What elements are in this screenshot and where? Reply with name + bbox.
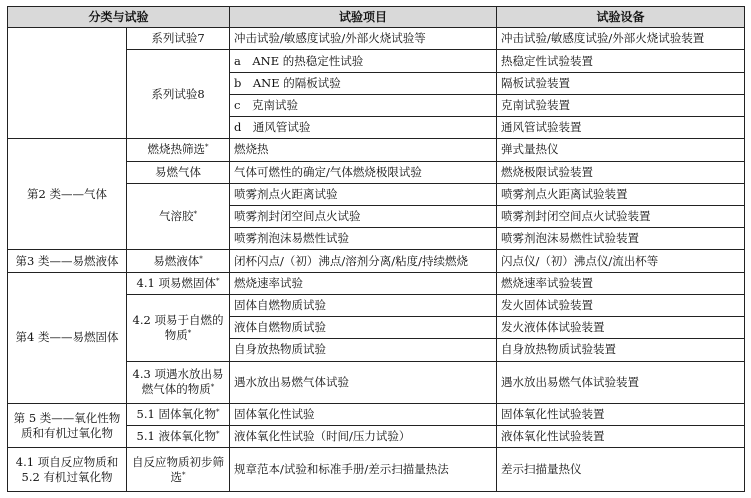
equipment-cell: 隔板试验装置 xyxy=(497,72,745,94)
table-row xyxy=(8,28,745,50)
test-item-cell: 气体可燃性的确定/气体燃烧极限试验 xyxy=(230,161,497,183)
test-item-cell: 遇水放出易燃气体试验 xyxy=(230,361,497,403)
header-test-equipment: 试验设备 xyxy=(497,7,745,28)
equipment-cell: 差示扫描量热仪 xyxy=(497,448,745,492)
subcategory-cell: 气溶胶* xyxy=(127,183,230,250)
equipment-cell: 弹式量热仪 xyxy=(497,139,745,161)
table-row xyxy=(8,250,745,272)
subcategory-cell: 系列试验8 xyxy=(127,50,230,139)
footnote-mark: * xyxy=(215,408,220,417)
equipment-cell: 喷雾剂封闭空间点火试验装置 xyxy=(497,205,745,227)
footnote-mark: * xyxy=(215,430,220,439)
category-cell: 第3 类——易燃液体 xyxy=(8,250,127,272)
table-row xyxy=(8,448,745,492)
equipment-cell: 自身放热物质试验装置 xyxy=(497,339,745,361)
equipment-cell: 冲击试验/敏感度试验/外部火烧试验装置 xyxy=(497,28,745,50)
table-row xyxy=(8,403,745,425)
footnote-mark: * xyxy=(187,328,192,337)
test-item-cell: 规章范本/试验和标准手册/差示扫描量热法 xyxy=(230,448,497,492)
equipment-cell: 通风管试验装置 xyxy=(497,117,745,139)
equipment-cell: 喷雾剂点火距离试验装置 xyxy=(497,183,745,205)
test-item-cell: 固体氧化性试验 xyxy=(230,403,497,425)
subcategory-cell: 4.3 项遇水放出易燃气体的物质* xyxy=(127,361,230,403)
table-row xyxy=(8,272,745,294)
test-item-cell: 闭杯闪点/（初）沸点/溶剂分离/粘度/持续燃烧 xyxy=(230,250,497,272)
equipment-cell: 固体氧化性试验装置 xyxy=(497,403,745,425)
header-test-item: 试验项目 xyxy=(230,7,497,28)
footnote-mark: * xyxy=(210,383,215,392)
test-item-cell: 自身放热物质试验 xyxy=(230,339,497,361)
test-item-cell: 液体自燃物质试验 xyxy=(230,317,497,339)
category-cell: 第2 类——气体 xyxy=(8,139,127,250)
equipment-cell: 遇水放出易燃气体试验装置 xyxy=(497,361,745,403)
category-cell: 4.1 项自反应物质和 5.2 有机过氧化物 xyxy=(8,448,127,492)
test-item-cell: 冲击试验/敏感度试验/外部火烧试验等 xyxy=(230,28,497,50)
test-item-cell: c 克南试验 xyxy=(230,94,497,116)
test-item-cell: 固体自燃物质试验 xyxy=(230,294,497,316)
test-item-cell: 喷雾剂封闭空间点火试验 xyxy=(230,205,497,227)
subcategory-cell: 易燃气体 xyxy=(127,161,230,183)
table-row xyxy=(8,139,745,161)
category-cell: 第 5 类——氧化性物质和有机过氧化物 xyxy=(8,403,127,447)
test-item-cell: 燃烧速率试验 xyxy=(230,272,497,294)
equipment-cell: 液体氧化性试验装置 xyxy=(497,426,745,448)
test-item-cell: b ANE 的隔板试验 xyxy=(230,72,497,94)
equipment-cell: 燃烧速率试验装置 xyxy=(497,272,745,294)
subcategory-cell: 4.1 项易燃固体* xyxy=(127,272,230,294)
test-item-cell: a ANE 的热稳定性试验 xyxy=(230,50,497,72)
subcategory-cell: 易燃液体* xyxy=(127,250,230,272)
test-item-cell: 喷雾剂泡沫易燃性试验 xyxy=(230,228,497,250)
equipment-cell: 闪点仪/（初）沸点仪/流出杯等 xyxy=(497,250,745,272)
category-cell-empty xyxy=(8,28,127,139)
equipment-cell: 发火液体体试验装置 xyxy=(497,317,745,339)
subcategory-cell: 4.2 项易于自燃的物质* xyxy=(127,294,230,361)
subcategory-cell: 系列试验7 xyxy=(127,28,230,50)
test-item-cell: d 通风管试验 xyxy=(230,117,497,139)
test-item-cell: 液体氧化性试验（时间/压力试验） xyxy=(230,426,497,448)
subcategory-cell: 5.1 固体氧化物* xyxy=(127,403,230,425)
equipment-cell: 燃烧极限试验装置 xyxy=(497,161,745,183)
footnote-mark: * xyxy=(193,210,197,219)
equipment-cell: 克南试验装置 xyxy=(497,94,745,116)
category-cell: 第4 类——易燃固体 xyxy=(8,272,127,403)
footnote-mark: * xyxy=(205,143,209,152)
subcategory-cell: 燃烧热筛选* xyxy=(127,139,230,161)
test-equipment-table xyxy=(7,6,745,492)
footnote-mark: * xyxy=(182,470,186,479)
equipment-cell: 喷雾剂泡沫易燃性试验装置 xyxy=(497,228,745,250)
subcategory-cell: 5.1 液体氧化物* xyxy=(127,426,230,448)
equipment-cell: 热稳定性试验装置 xyxy=(497,50,745,72)
test-item-cell: 喷雾剂点火距离试验 xyxy=(230,183,497,205)
footnote-mark: * xyxy=(215,276,220,285)
test-item-cell: 燃烧热 xyxy=(230,139,497,161)
equipment-cell: 发火固体试验装置 xyxy=(497,294,745,316)
footnote-mark: * xyxy=(199,254,203,263)
header-category: 分类与试验 xyxy=(8,7,230,28)
table-header-row xyxy=(8,7,745,28)
subcategory-cell: 自反应物质初步筛选* xyxy=(127,448,230,492)
